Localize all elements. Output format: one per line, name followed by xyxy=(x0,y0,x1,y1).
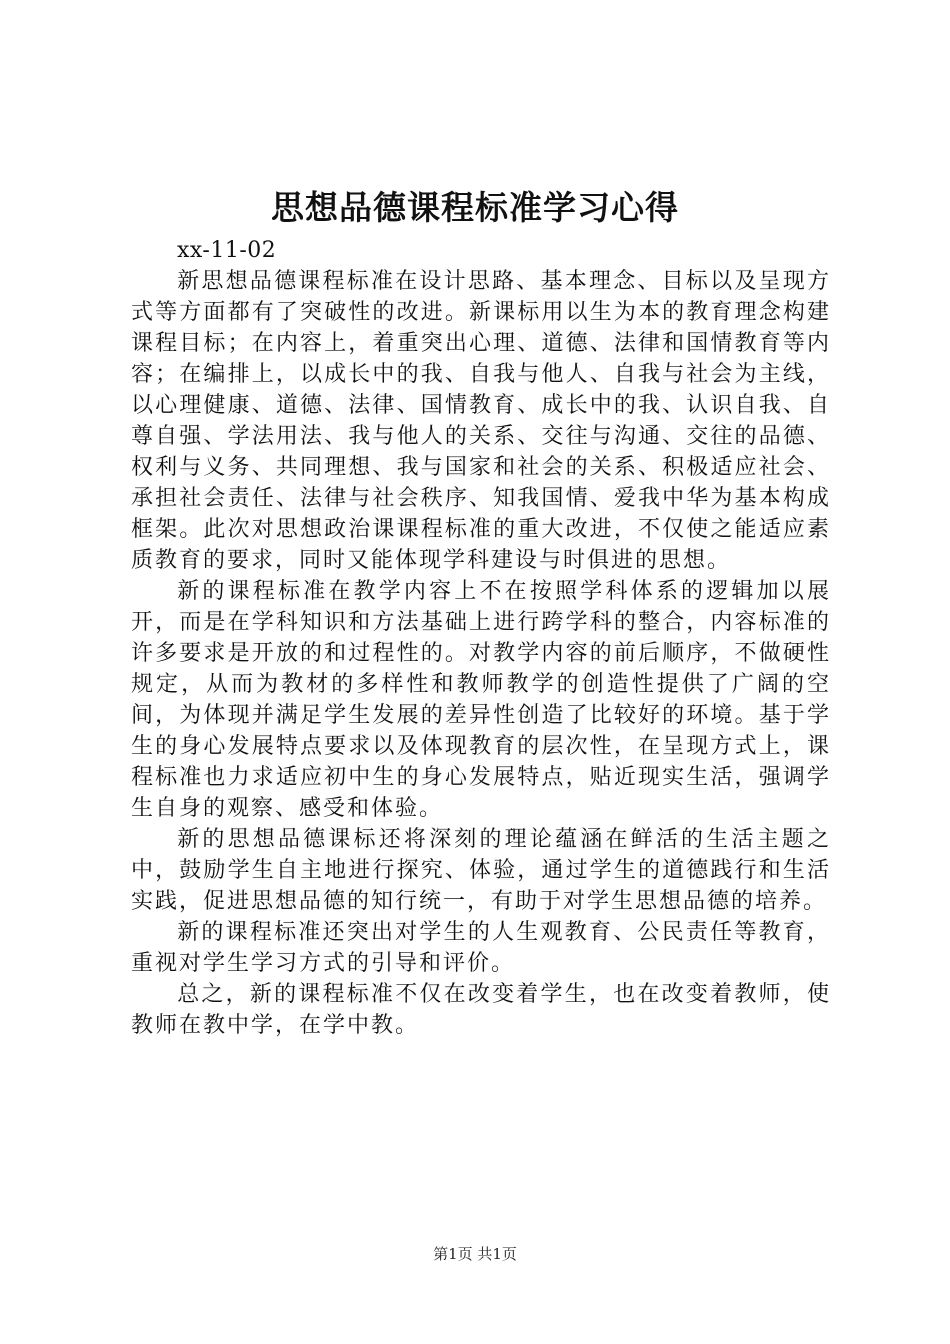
document-body xyxy=(131,235,831,1041)
paragraph: 总之，新的课程标准不仅在改变着学生，也在改变着教师，使教师在教中学，在学中教。 xyxy=(131,982,831,1038)
paragraph: 新的思想品德课标还将深刻的理论蕴涵在鲜活的生活主题之中，鼓励学生自主地进行探究、体验，通过学生的道德践行和生活实践，促进思想品德的知行统一，有助于对学生思想品德的培养。 xyxy=(131,827,831,914)
paragraph: 新的课程标准还突出对学生的人生观教育、公民责任等教育，重视对学生学习方式的引导和评价。 xyxy=(131,920,831,976)
paragraph: 新的课程标准在教学内容上不在按照学科体系的逻辑加以展开，而是在学科知识和方法基础上进行跨学科的整合，内容标准的许多要求是开放的和过程性的。对教学内容的前后顺序，不做硬性规定，从而为教材的多样性和教师教学的创造性提供了广阔的空间，为体现并满足学生发展的差异性创造了比较好的环境。基于学生的身心发展特点要求以及体现教育的层次性，在呈现方式上，课程标准也力求适应初中生的身心发展特点，贴近现实生活，强调学生自身的观察、感受和体验。 xyxy=(131,579,831,821)
document-title: 思想品德课程标准学习心得 xyxy=(271,188,679,227)
document-date: xx-11-02 xyxy=(177,238,277,263)
paragraph: 新思想品德课程标准在设计思路、基本理念、目标以及呈现方式等方面都有了突破性的改进。新课标用以生为本的教育理念构建课程目标；在内容上，着重突出心理、道德、法律和国情教育等内容；在编排上，以成长中的我、自我与他人、自我与社会为主线，以心理健康、道德、法律、国情教育、成长中的我、认识自我、自尊自强、学法用法、我与他人的关系、交往与沟通、交往的品德、权利与义务、共同理想、我与国家和社会的关系、积极适应社会、承担社会责任、法律与社会秩序、知我国情、爱我中华为基本构成框架。此次对思想政治课课程标准的重大改进，不仅使之能适应素质教育的要求，同时又能体现学科建设与时俱进的思想。 xyxy=(131,269,831,573)
page-number-footer: 第1页 共1页 xyxy=(433,1245,517,1263)
